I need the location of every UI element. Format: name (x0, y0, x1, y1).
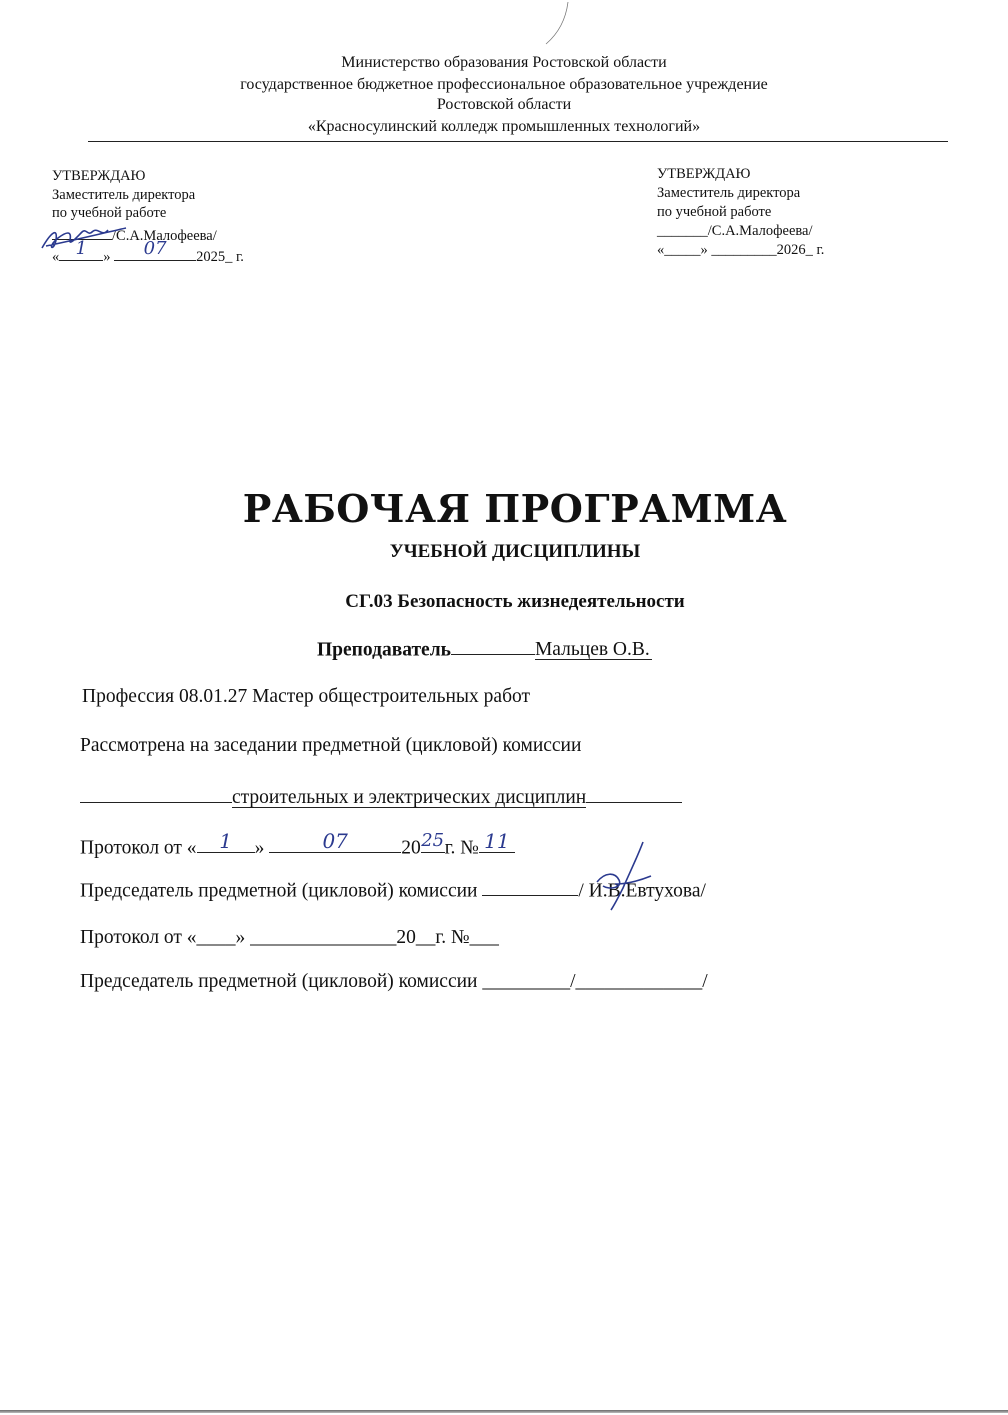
document-title: РАБОЧАЯ ПРОГРАММА (242, 486, 788, 531)
protocol-1-month: 07 (322, 829, 348, 854)
protocol-2: Протокол от «____» _______________20__г. №___ (80, 927, 499, 948)
approval-left-year: 2025_ г. (196, 249, 244, 266)
teacher-label: Преподаватель (317, 639, 451, 661)
handwritten-signature-left (36, 218, 136, 260)
commission-name-line (80, 782, 682, 810)
college-name: «Красносулинский колледж промышленных технологий» (307, 118, 701, 135)
handwritten-signature-chair (585, 838, 665, 914)
approval-left-day: 1 (75, 238, 87, 260)
teacher-name: Мальцев О.В. (534, 639, 650, 661)
approval-left-department: по учебной работе (52, 205, 167, 221)
chair-2: Председатель предметной (цикловой) комиссии _________/_____________/ (80, 971, 708, 992)
approval-right-department: по учебной работе (657, 204, 772, 220)
approval-left-position: Заместитель директора (52, 187, 196, 203)
approval-right-position: Заместитель директора (657, 185, 801, 201)
teacher-line (317, 634, 652, 662)
protocol-1-year: 25 (421, 830, 445, 852)
protocol-1-day: 1 (219, 829, 232, 854)
approval-left-title: УТВЕРЖДАЮ (52, 168, 146, 184)
approval-right-name: _______/С.А.Малофеева/ (657, 223, 813, 239)
scan-mark (540, 0, 580, 48)
header-divider (88, 141, 948, 142)
chair-1-label: Председатель предметной (цикловой) комиссии (80, 880, 478, 902)
approval-right-title: УТВЕРЖДАЮ (657, 166, 751, 182)
protocol-1-number: 11 (484, 829, 510, 854)
approval-left-name: /С.А.Малофеева/ (112, 228, 217, 245)
commission-name: строительных и электрических дисциплин (232, 787, 587, 809)
discipline-name: СГ.03 Безопасность жизнедеятельности (345, 591, 685, 612)
document-subtitle: УЧЕБНОЙ ДИСЦИПЛИНЫ (389, 541, 641, 562)
ministry-line: Министерство образования Ростовской области (341, 54, 667, 71)
chair-1-name: / И.В.Евтухова/ (578, 880, 706, 902)
protocol-1: Протокол от « 1 » 07 20 25 г. № 11 (80, 832, 515, 860)
profession-line: Профессия 08.01.27 Мастер общестроительных работ (82, 686, 531, 707)
approval-left-date: « 1 » 07 2025_ г. (52, 238, 244, 266)
institution-type-line: государственное бюджетное профессиональное образовательное учреждение (240, 76, 768, 93)
approval-left-month: 07 (143, 238, 167, 260)
region-line: Ростовской области (436, 96, 572, 113)
scan-bottom-edge (0, 1410, 1008, 1413)
commission-considered: Рассмотрена на заседании предметной (цикловой) комиссии (80, 735, 582, 756)
approval-right-date: «_____» _________2026_ г. (657, 242, 825, 258)
